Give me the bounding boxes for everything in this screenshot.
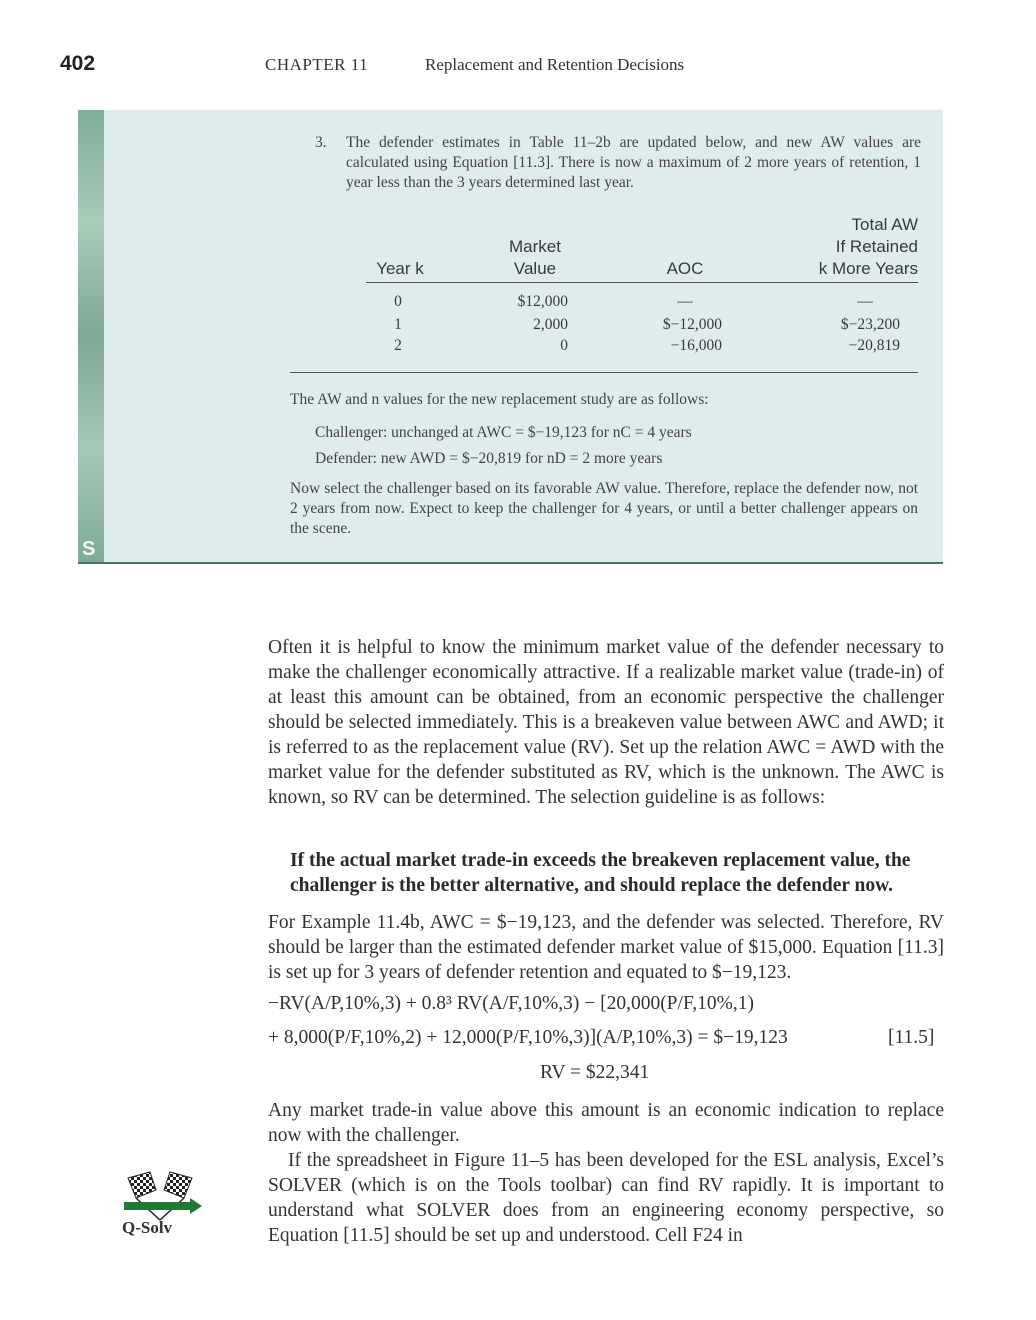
table-cell-year: 1 [394,316,402,333]
equation-line-2: + 8,000(P/F,10%,2) + 12,000(P/F,10%,3)](A/P,10%,3) = $−19,123 [268,1027,788,1048]
header-market-1: Market [509,237,561,256]
challenger-line: Challenger: unchanged at AWC = $−19,123 for nC = 4 years [315,424,692,441]
equation-result: RV = $22,341 [540,1062,650,1083]
table-rule [290,372,918,373]
body-paragraph-1: Often it is helpful to know the minimum market value of the defender necessary to make the challenger economically attractive. If a realizable market value (trade-in) of at least this amount can be obtained, from an economic perspective the challenger should be selected immediately. This is a breakeven value between AWC and AWD; it is referred to as the replacement value (RV). Set up the relation AWC = AWD with the market value for the defender substituted as RV, which is the unknown. The AWC is known, so RV can be determined. The selection guideline is as follows: [268,637,944,808]
header-total-aw-2: If Retained [835,237,918,256]
table-cell-aoc: $−12,000 [662,316,722,333]
table-cell-market: 0 [560,337,568,354]
header-aoc: AOC [666,259,704,278]
table-cell-market: 2,000 [533,316,568,333]
table-cell-aoc: — [677,293,693,310]
checkered-flags-icon [110,1168,210,1222]
qsolv-label: Q-Solv [122,1218,173,1237]
header-market-2: Value [513,259,557,278]
equation-number: [11.5] [888,1027,935,1048]
step-number: 3. [315,134,327,151]
table-cell-year: 0 [394,293,402,310]
body-paragraph-3: Any market trade-in value above this amount is an economic indication to replace now with the challenger. [268,1100,944,1146]
table-cell-market: $12,000 [517,293,568,310]
body-paragraph-2: For Example 11.4b, AWC = $−19,123, and the defender was selected. Therefore, RV should be larger than the estimated defender market value of $15,000. Equation [11.3] is set up for 3 years of defender retention and equated to $−19,123. [268,912,944,983]
table-rule [366,282,918,283]
table-cell-total-aw: — [857,293,873,310]
header-total-aw-1: Total AW [851,215,918,234]
solution-strip [78,110,104,562]
table-cell-total-aw: $−23,200 [840,316,900,333]
selection-guideline: If the actual market trade-in exceeds the breakeven replacement value, the challenger is the better alternative, and should replace the defender now. [290,850,911,896]
header-year: Year k [376,259,424,278]
chapter-label: CHAPTER 11 [265,55,369,74]
header-total-aw-3: k More Years [818,259,918,278]
table-cell-year: 2 [394,337,402,354]
aw-intro: The AW and n values for the new replacement study are as follows: [290,391,709,408]
body-paragraph-4: If the spreadsheet in Figure 11–5 has been developed for the ESL analysis, Excel’s SOLVER (which is on the Tools toolbar) can find RV rapidly. It is important to understand what SOLVER does from an engineering economy perspective, so Equation [11.5] should be set up and understood. Cell F24 in [268,1150,944,1246]
table-cell-total-aw: −20,819 [848,337,900,354]
table-cell-aoc: −16,000 [670,337,722,354]
equation-line-1: −RV(A/P,10%,3) + 0.8³ RV(A/F,10%,3) − [20,000(P/F,10%,1) [268,993,754,1014]
example-conclusion: Now select the challenger based on its favorable AW value. Therefore, replace the defender now, not 2 years from now. Expect to keep the challenger for 4 years, or until a better challenger appears on the scene. [290,480,918,537]
solution-icon: S [82,538,96,560]
page-number: 402 [60,52,96,75]
step-text: The defender estimates in Table 11–2b are updated below, and new AW values are calculated using Equation [11.3]. There is now a maximum of 2 more years of retention, 1 year less than the 3 years determined last year. [346,134,921,191]
chapter-title: Replacement and Retention Decisions [425,55,685,74]
defender-line: Defender: new AWD = $−20,819 for nD = 2 more years [315,450,663,467]
